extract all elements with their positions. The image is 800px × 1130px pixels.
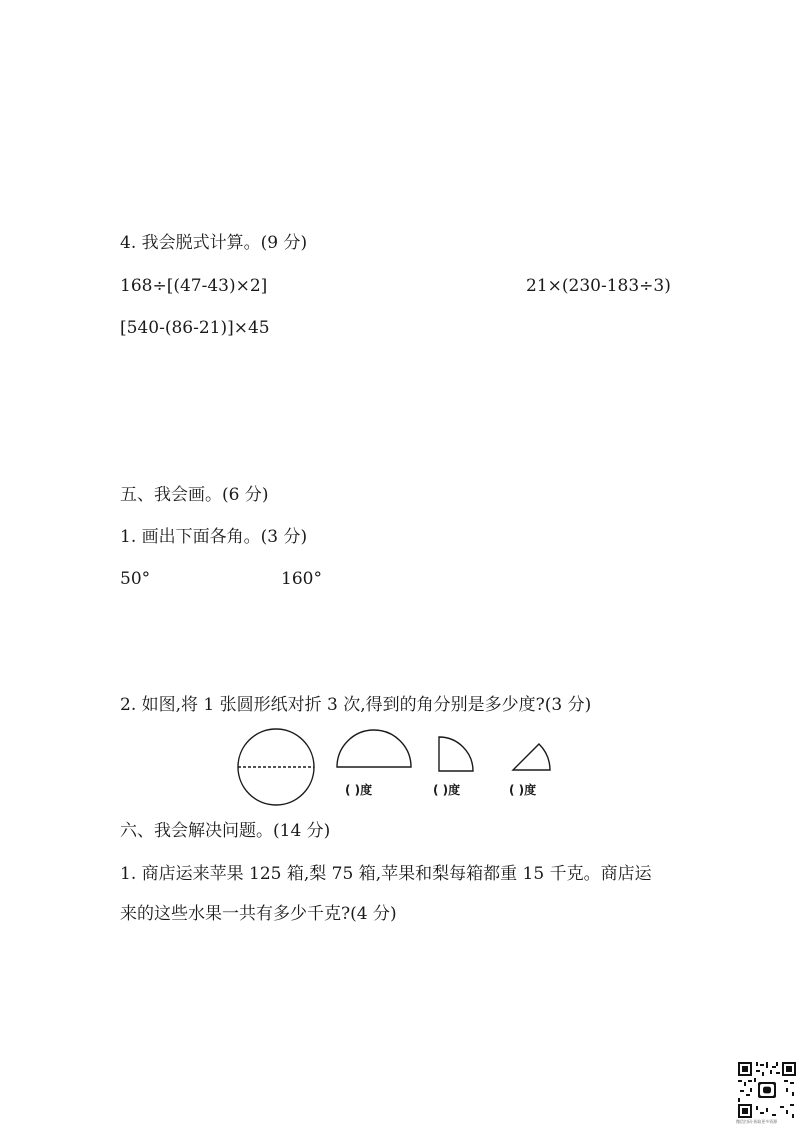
section6-heading: 六、我会解决问题。(14 分) [120,821,331,841]
expression-2: 21×(230-183÷3) [526,276,671,296]
angle-50-label: 50° [120,569,151,589]
qr-code-icon [738,1062,796,1118]
angle-160-label: 160° [281,569,322,589]
section5-q1: 1. 画出下面各角。(3 分) [120,527,308,547]
expression-3: [540-(86-21)]×45 [120,318,270,338]
eighth-circle-shape [513,744,550,770]
section5-heading: 五、我会画。(6 分) [120,485,269,505]
expression-1: 168÷[(47-43)×2] [120,276,268,296]
semicircle-shape [337,730,411,767]
answer-blank-3: ( )度 [509,783,537,797]
q4-heading: 4. 我会脱式计算。(9 分) [120,233,308,253]
section6-q1-line1: 1. 商店运来苹果 125 箱,梨 75 箱,苹果和梨每箱都重 15 千克。商店运 [120,864,652,884]
qr-caption: 微信扫码·获取更多资源 [736,1119,778,1124]
quarter-circle-shape [439,737,473,771]
section6-q1-line2: 来的这些水果一共有多少千克?(4 分) [120,904,397,924]
section5-q2: 2. 如图,将 1 张圆形纸对折 3 次,得到的角分别是多少度?(3 分) [120,695,592,715]
answer-blank-2: ( )度 [433,783,461,797]
answer-blank-1: ( )度 [345,783,373,797]
